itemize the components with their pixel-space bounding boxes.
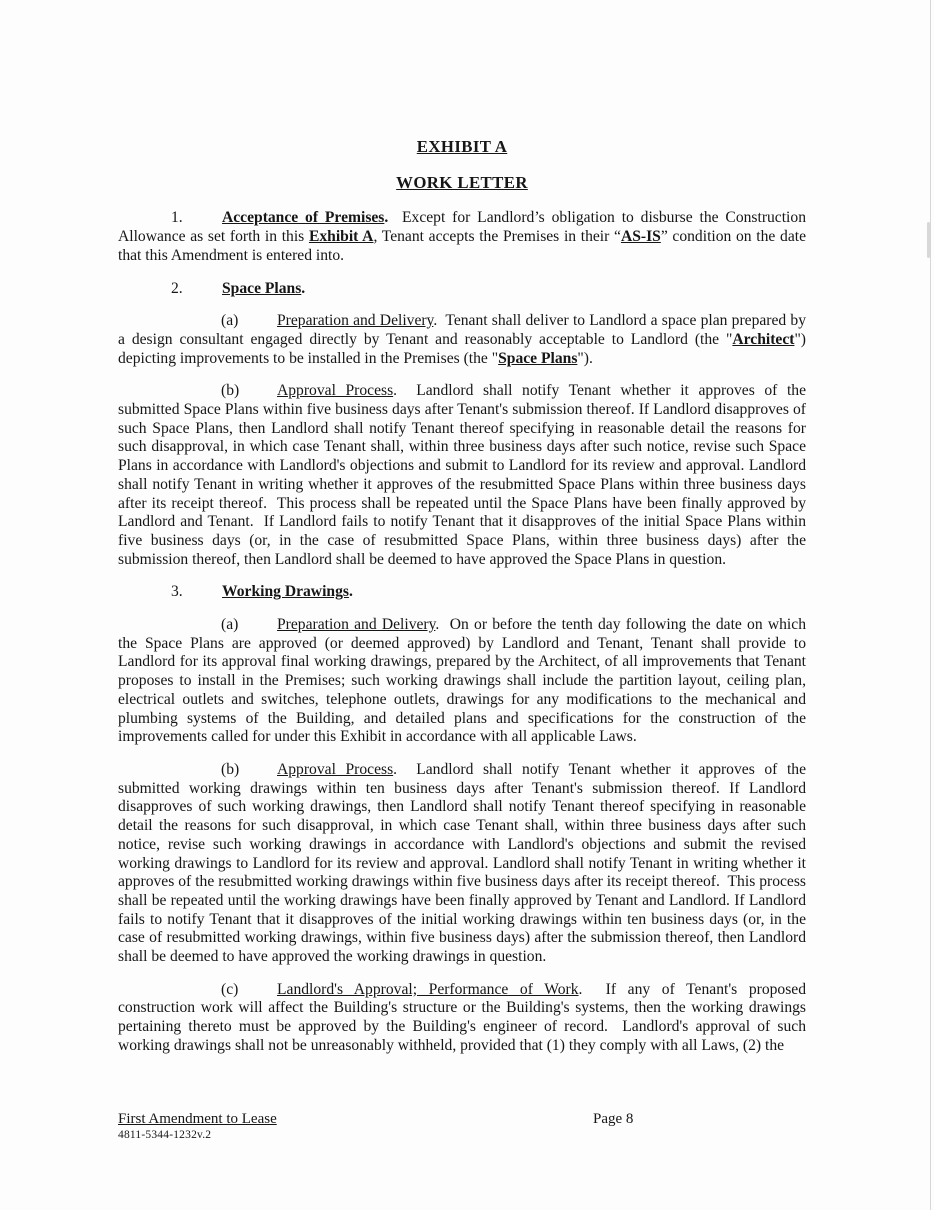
paragraph-3a-preparation (118, 616, 806, 747)
paragraph-number: 2. (171, 279, 183, 297)
paragraph-1-acceptance (118, 209, 806, 265)
work-letter-title (118, 174, 806, 193)
paragraph-number: (a) (221, 616, 239, 634)
paragraph-number: (b) (221, 382, 240, 400)
paragraph-text: Preparation and Delivery. Tenant shall deliver to Landlord a space plan prepared by a design consultant engaged directly by Tenant and reasonably acceptable to Landlord (the "Architect") depicting improvements to be installed in the Premises (the "Space Plans"). (118, 312, 807, 367)
paragraph-text: Approval Process. Landlord shall notify Tenant whether it approves of the submitted working drawings within ten business days after Tenant's submission thereof. If Landlord disapproves of such working drawings, then Landlord shall notify Tenant thereof specifying in reasonable detail the reasons for such disapproval, in which case Tenant shall, within three business days after such notice, revise such working drawings in accordance with Landlord's objections and submit the revised working drawings to Landlord for its review and approval. Landlord shall notify Tenant in writing whether it approves of the resubmitted working drawings within five business days after its receipt thereof. This process shall be repeated until the working drawings have been finally approved by Tenant and Landlord. If Landlord fails to notify Tenant that it disapproves of the initial working drawings within ten business days (or, in the case of resubmitted working drawings, within five business days) after the submission thereof, then Landlord shall be deemed to have approved the working drawings in question. (118, 760, 806, 966)
paragraph-number: 3. (171, 583, 183, 601)
page-footer (118, 1110, 806, 1142)
exhibit-title (118, 138, 806, 157)
scan-smudge-artifact (927, 222, 930, 258)
work-letter-title-text: WORK LETTER (396, 172, 528, 192)
document-body (118, 0, 806, 1056)
page-number: Page 8 (593, 1111, 634, 1127)
paragraph-number: (c) (221, 980, 239, 998)
exhibit-title-text: EXHIBIT A (416, 137, 508, 156)
paragraph-text: Landlord's Approval; Performance of Work. If any of Tenant's proposed construction work will affect the Building's structure or the Building's systems, then the working drawings pertaining thereto must be approved by the Building's engineer of record. Landlord's approval of such working drawings shall not be unreasonably withheld, provided that (1) they comply with all Laws, (2) the (118, 980, 806, 1054)
footer-document-number: 4811-5344-1232v.2 (118, 1129, 212, 1141)
footer-line (118, 1110, 806, 1128)
heading-2-space-plans (118, 280, 806, 299)
heading-3-working-drawings (118, 583, 806, 602)
paragraph-3c-landlords-approval (118, 981, 806, 1056)
paragraph-text: Acceptance of Premises. Except for Landlord’s obligation to disburse the Construction Allowance as set forth in this Exhibit A, Tenant accepts the Premises in their “AS-IS” condition on the date that this Amendment is entered into. (118, 209, 806, 264)
paragraph-number: 1. (171, 209, 183, 227)
heading-text: Working Drawings. (222, 583, 353, 601)
paragraph-3b-approval (118, 761, 806, 967)
paragraph-text: Preparation and Delivery. On or before the tenth day following the date on which the Space Plans are approved (or deemed approved) by Landlord and Tenant, Tenant shall provide to Landlord for its approval final working drawings, prepared by the Architect, of all improvements that Tenant proposes to install in the Premises; such working drawings shall include the partition layout, ceiling plan, electrical outlets and switches, telephone outlets, drawings for any modifications to the mechanical and plumbing systems of the Building, and detailed plans and specifications for the construction of the improvements called for under this Exhibit in accordance with all applicable Laws. (118, 616, 806, 746)
paragraph-number: (b) (221, 760, 240, 778)
paragraph-2b-approval (118, 382, 806, 569)
paragraph-number: (a) (221, 312, 239, 330)
footer-document-name: First Amendment to Lease (118, 1111, 277, 1127)
paragraph-text: Approval Process. Landlord shall notify Tenant whether it approves of the submitted Space Plans within five business days after Tenant's submission thereof. If Landlord disapproves of such Space Plans, then Landlord shall notify Tenant thereof specifying in reasonable detail the reasons for such disapproval, in which case Tenant shall, within three business days after such notice, revise such Space Plans in accordance with Landlord's objections and submit to Landlord for its review and approval. Landlord shall notify Tenant in writing whether it approves of the resubmitted Space Plans within three business days after its receipt thereof. This process shall be repeated until the Space Plans have been finally approved by Landlord and Tenant. If Landlord fails to notify Tenant that it disapproves of the initial Space Plans within five business days (or, in the case of resubmitted Space Plans, within three business days) after the submission thereof, then Landlord shall be deemed to have approved the Space Plans in question. (118, 382, 806, 568)
scan-edge-artifact (930, 0, 931, 1210)
heading-text: Space Plans. (222, 279, 306, 297)
paragraph-2a-preparation (118, 312, 806, 368)
